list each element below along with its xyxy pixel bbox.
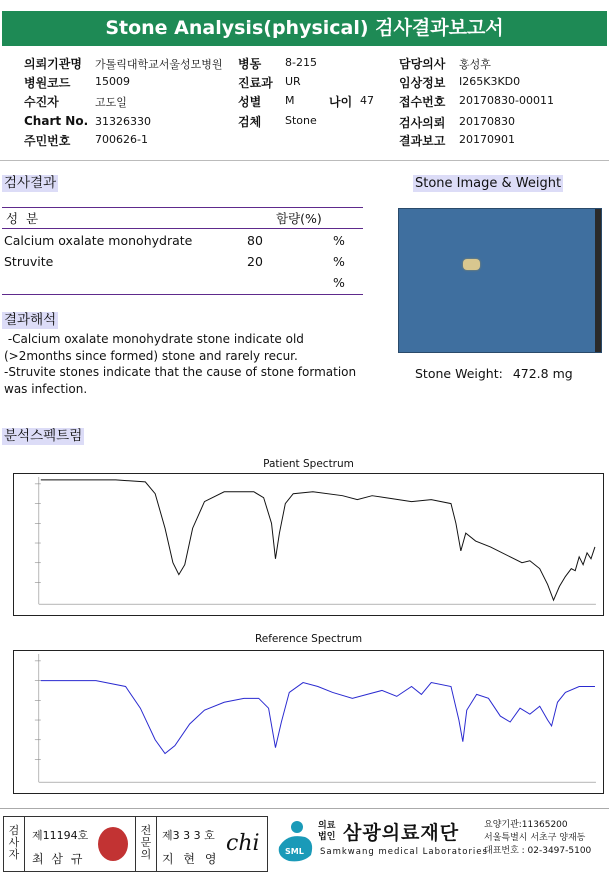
examiner-license: 제11194호: [32, 829, 89, 842]
institution-value: 가톨릭대학교서울성모병원: [95, 58, 223, 71]
receipt-no-label: 접수번호: [399, 95, 446, 109]
org-kind-line: 의료: [318, 821, 336, 831]
examiner-title: 검사자: [8, 824, 20, 861]
report-date-label: 결과보고: [399, 134, 446, 148]
clinical-info-value: I265K3KD0: [459, 75, 521, 88]
patient-spectrum-chart: [13, 473, 604, 616]
signature-box: [3, 816, 268, 872]
component-unit: %: [333, 233, 345, 248]
content-header: 함량(%): [276, 211, 322, 226]
report-date-value: 20170901: [459, 133, 515, 146]
examiner-name: 최 삼 규: [32, 852, 85, 866]
chart-no-value: 31326330: [95, 115, 151, 128]
resident-no-value: 700626-1: [95, 133, 148, 146]
patient-spectrum-line: [41, 480, 595, 600]
hospital-code-label: 병원코드: [24, 76, 71, 90]
weight-value: 472.8 mg: [512, 366, 573, 381]
table-rule: [2, 207, 363, 208]
interpretation-text: [4, 331, 356, 397]
interpretation-section-title: 결과해석: [4, 312, 57, 328]
resident-no-label: 주민번호: [24, 134, 71, 148]
specimen-label: 검체: [238, 115, 262, 129]
table-rule: [2, 294, 363, 295]
department-label: 진료과: [238, 76, 273, 90]
institution-label: 의뢰기관명: [24, 57, 82, 71]
report-title: Stone Analysis(physical) 검사결과보고서: [2, 11, 607, 46]
department-value: UR: [285, 75, 301, 88]
footer: [0, 813, 609, 875]
chart-no-label: Chart No.: [24, 114, 89, 128]
box-divider: [135, 817, 136, 871]
doctor-label: 담당의사: [399, 57, 446, 71]
specialist-title: 전문의: [140, 824, 152, 861]
ward-label: 병동: [238, 57, 262, 71]
contact-line: 요양기관:11365200: [484, 820, 568, 830]
patient-label: 수진자: [24, 95, 59, 109]
stone-section-title: Stone Image & Weight: [415, 176, 562, 191]
signature: chi: [226, 831, 260, 856]
results-section-title: 검사결과: [4, 175, 57, 191]
component-header: 성 분: [6, 211, 41, 226]
org-name-en: Samkwang medical Laboratories: [320, 847, 488, 857]
spectrum-ticks: [35, 654, 596, 782]
interpretation-line: (>2months since formed) stone and rarely recur.: [4, 348, 298, 363]
contact-line: 서울특별시 서초구 양재동: [484, 833, 586, 843]
doctor-value: 홍성후: [459, 58, 491, 71]
receipt-no-value: 20170830-00011: [459, 94, 554, 107]
component-value: 20: [247, 254, 263, 269]
component-unit: %: [333, 254, 345, 269]
org-contact: [484, 819, 591, 858]
spectrum-ticks: [35, 477, 596, 604]
sex-value: M: [285, 94, 295, 107]
interpretation-line: -Calcium oxalate monohydrate stone indicate old: [4, 332, 304, 346]
patient-value: 고도일: [95, 96, 127, 109]
box-divider: [156, 817, 157, 871]
age-value: 47: [360, 94, 374, 107]
patient-spectrum-title: Patient Spectrum: [263, 458, 354, 470]
weight-label: Stone Weight:: [415, 366, 503, 381]
age-label: 나이: [329, 95, 353, 109]
component-name: Struvite: [4, 254, 54, 269]
sex-label: 성별: [238, 95, 262, 109]
component-unit: %: [333, 275, 345, 290]
org-kind-line: 법인: [318, 832, 336, 842]
reference-spectrum-line: [41, 681, 595, 754]
request-date-value: 20170830: [459, 115, 515, 128]
specialist-license: 제3 3 3 호: [162, 829, 215, 842]
box-divider: [24, 817, 25, 871]
specimen-value: Stone: [285, 114, 317, 127]
interpretation-line: was infection.: [4, 381, 88, 396]
stone-image: [463, 259, 480, 270]
stone-weight: [415, 366, 573, 381]
ward-value: 8-215: [285, 56, 317, 69]
component-value: 80: [247, 233, 263, 248]
interpretation-line: -Struvite stones indicate that the cause of stone formation: [4, 365, 357, 379]
clinical-info-label: 임상정보: [399, 76, 446, 90]
reference-spectrum-title: Reference Spectrum: [254, 633, 363, 645]
org-kind: [318, 821, 335, 843]
divider: [0, 160, 609, 161]
footer-divider: [0, 808, 609, 809]
contact-line: 대표번호 : 02-3497-5100: [484, 846, 592, 856]
photo-edge: [595, 209, 601, 352]
table-rule: [2, 228, 363, 229]
reference-spectrum-chart: [13, 650, 604, 794]
org-name: 삼광의료재단: [343, 822, 460, 844]
spectrum-section-title: 분석스펙트럼: [4, 428, 83, 444]
examiner-seal: [98, 827, 128, 861]
component-name: Calcium oxalate monohydrate: [4, 233, 193, 248]
logo-text: SML: [285, 847, 304, 856]
specialist-name: 지 현 영: [162, 852, 220, 866]
stone-photo: [398, 208, 602, 353]
hospital-code-value: 15009: [95, 75, 130, 88]
sml-logo-icon: [275, 819, 315, 865]
request-date-label: 검사의뢰: [399, 116, 446, 130]
